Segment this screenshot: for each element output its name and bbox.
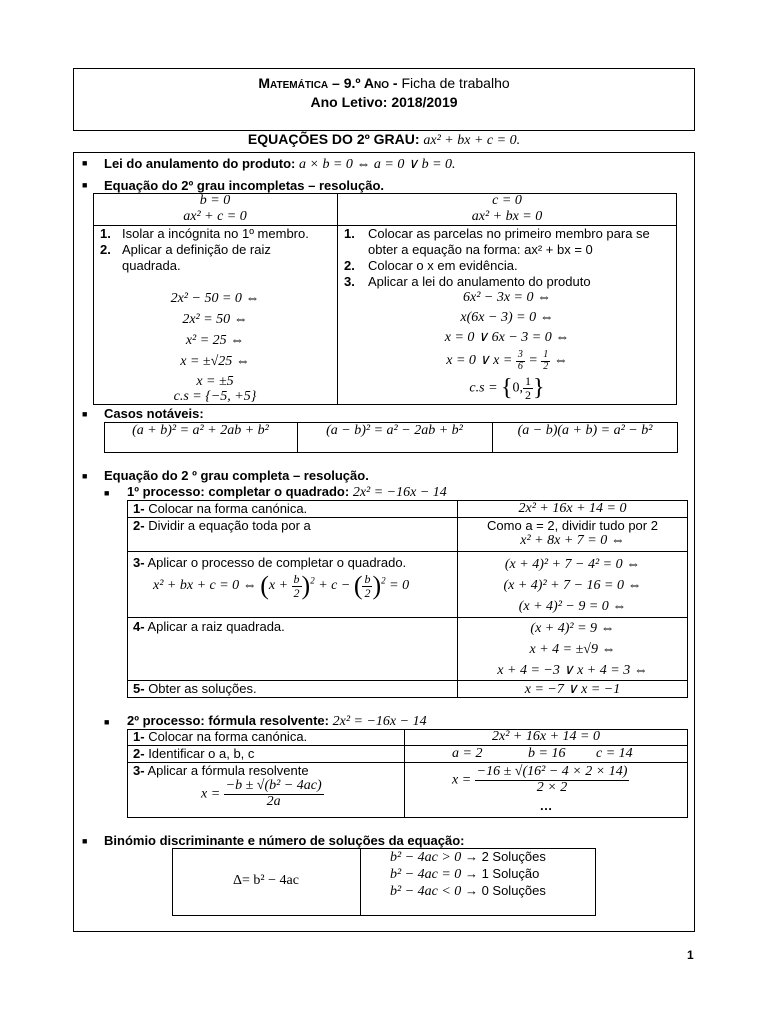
num: b — [364, 571, 371, 586]
solution-set — [337, 375, 677, 401]
step-num: 1. — [344, 226, 355, 241]
w4-pre: x = 0 ∨ x = — [446, 353, 513, 369]
p1-row — [133, 501, 307, 516]
dash2: - — [392, 75, 398, 91]
row-num: 5- — [133, 681, 145, 696]
den: 2 × 2 — [536, 779, 568, 795]
bullet-icon: ■ — [104, 717, 110, 727]
den: 2 — [543, 360, 549, 372]
case-square-sum: (a + b)² = a² + 2ab + b² — [132, 423, 269, 438]
row-num: 1- — [133, 501, 145, 516]
fraction — [516, 350, 525, 372]
row-result: x + 4 = −3 ∨ x + 4 = 3 ⇔ — [497, 663, 648, 678]
work-line: x = ±5 — [196, 374, 234, 389]
step-text: Colocar o x em evidência. — [368, 258, 518, 273]
fraction — [224, 779, 324, 809]
num: 3 — [517, 349, 523, 360]
den: 2 — [293, 585, 300, 600]
row-text: Dividir a equação toda por a — [148, 518, 311, 533]
num: 1 — [525, 374, 532, 388]
fraction — [475, 765, 630, 795]
row-result: x² + 8x + 7 = 0 ⇔ — [520, 533, 625, 548]
left-steps — [100, 226, 332, 274]
row-num: 3- — [133, 763, 145, 778]
coef-b: b = 16 — [528, 746, 566, 761]
bullet-icon: ■ — [82, 180, 88, 190]
row-results — [457, 554, 688, 617]
bullet-icon: ■ — [104, 488, 110, 498]
disc-case — [390, 866, 546, 883]
p2-title — [127, 713, 427, 730]
left-work — [93, 288, 337, 404]
sec3-label: Casos notáveis: — [104, 406, 204, 421]
exp: 2 — [310, 575, 315, 586]
arrow-right-icon: → — [464, 883, 478, 898]
row-result: x + 4 = ±√9 ⇔ — [529, 642, 616, 657]
bullet-icon: ■ — [82, 471, 88, 481]
row-text: Aplicar a raiz quadrada. — [147, 619, 285, 634]
sec2-label: Equação do 2º grau incompletas – resolução. — [104, 178, 384, 193]
paren: ) — [372, 571, 382, 600]
arrow-right-icon: → — [464, 866, 478, 881]
den: 2 — [525, 387, 532, 402]
w4-post: ⇔ — [553, 353, 568, 369]
p2-label: 2º processo: fórmula resolvente: — [127, 713, 329, 728]
row-num: 1- — [133, 729, 145, 744]
row-num: 2- — [133, 746, 145, 761]
p1-row — [133, 619, 285, 634]
step-text: Isolar a incógnita no 1º membro. — [122, 226, 309, 241]
p1-row — [133, 681, 257, 696]
main-title — [73, 131, 695, 149]
row-num: 3- — [133, 555, 145, 570]
num: −b ± √(b² − 4ac) — [225, 778, 322, 793]
discriminant-cases — [390, 849, 546, 900]
work-line: 2x² = 50 ⇔ — [182, 312, 248, 327]
row-result: (x + 4)² = 9 ⇔ — [530, 621, 615, 636]
left-step — [100, 242, 332, 274]
step-text: Colocar as parcelas no primeiro membro para se obter a equação na forma: ax² + bx = 0 — [368, 226, 650, 257]
disc-expr: b² − 4ac > 0 — [390, 850, 462, 865]
dash1: – — [332, 75, 340, 91]
row-result: x = −7 ∨ x = −1 — [524, 682, 621, 697]
row-text: Colocar na forma canónica. — [148, 729, 308, 744]
p2-row — [133, 746, 254, 761]
coef-a: a = 2 — [452, 746, 483, 761]
header-line1 — [74, 75, 694, 91]
p2-row — [133, 763, 309, 778]
bullet-icon: ■ — [82, 409, 88, 419]
work-line: 2x² − 50 = 0 ⇔ — [170, 291, 260, 306]
cs-zero: 0, — [512, 380, 524, 396]
num: −16 ± √(16² − 4 × 2 × 14) — [476, 764, 628, 779]
exp: 2 — [381, 575, 386, 586]
solution-set: c.s = {−5, +5} — [173, 389, 257, 404]
left-step — [100, 226, 332, 242]
f-a: x² + bx + c = 0 ⇔ — [153, 578, 257, 594]
lhs: x = — [201, 786, 221, 802]
row-results — [457, 618, 688, 681]
step-text: Aplicar a definição de raiz quadrada. — [122, 242, 271, 273]
coef-c: c = 14 — [596, 746, 633, 761]
right-step — [344, 258, 674, 274]
fraction — [541, 350, 550, 372]
right-form: ax² + bx = 0 — [471, 209, 543, 224]
p2-row — [133, 729, 307, 744]
right-work — [337, 288, 677, 401]
row-text: Aplicar o processo de completar o quadrado. — [147, 555, 407, 570]
row-num: 2- — [133, 518, 145, 533]
right-cond: c = 0 — [492, 193, 522, 208]
row-result: (x + 4)² − 9 = 0 ⇔ — [518, 599, 627, 614]
p1-title — [127, 484, 447, 501]
left-form: ax² + c = 0 — [183, 209, 247, 224]
brace-close: } — [533, 375, 545, 402]
step-num: 1. — [100, 226, 111, 241]
disc-expr: b² − 4ac = 0 — [390, 867, 462, 882]
disc-text: 1 Solução — [481, 866, 540, 881]
row-text: Aplicar a fórmula resolvente — [147, 763, 309, 778]
disc-case — [390, 849, 546, 866]
p1-row — [133, 518, 311, 533]
divider — [360, 848, 361, 916]
bullet-icon: ■ — [82, 158, 88, 168]
disc-expr: b² − 4ac < 0 — [390, 884, 462, 899]
f-f: = 0 — [389, 578, 410, 594]
work-line: x = 0 ∨ 6x − 3 = 0 ⇔ — [444, 330, 570, 345]
den: 2a — [266, 793, 281, 809]
f-e: + c − — [318, 578, 351, 594]
subject: Matemática — [258, 75, 329, 91]
right-steps — [344, 226, 674, 290]
paren: ) — [301, 571, 311, 600]
w4-eq: = — [528, 353, 538, 369]
right-step — [344, 226, 674, 258]
num: b — [293, 571, 300, 586]
step-num: 2. — [100, 242, 111, 257]
main-title-eq: ax² + bx + c = 0. — [423, 133, 521, 148]
step-num: 3. — [344, 274, 355, 289]
page-number: 1 — [687, 948, 694, 962]
paren: ( — [353, 571, 363, 600]
work-line: x = ±√25 ⇔ — [180, 354, 250, 369]
sec1 — [104, 156, 456, 173]
fraction — [362, 573, 372, 599]
header-box — [73, 68, 695, 131]
disc-text: 2 Soluções — [481, 849, 546, 864]
case-square-diff: (a − b)² = a² − 2ab + b² — [326, 423, 463, 438]
divider — [127, 551, 688, 552]
arrow-right-icon: → — [464, 849, 478, 864]
p2-eq: 2x² = −16x − 14 — [332, 714, 427, 729]
num: 1 — [543, 349, 549, 360]
row-text: Identificar o a, b, c — [148, 746, 255, 761]
den: 2 — [364, 585, 371, 600]
step-num: 2. — [344, 258, 355, 273]
p1-row — [133, 555, 406, 570]
row-num: 4- — [133, 619, 145, 634]
complete-square-formula — [153, 571, 409, 601]
ellipsis: … — [539, 798, 553, 813]
row-text: Colocar na forma canónica. — [148, 501, 308, 516]
sec5-label: Binómio discriminante e número de soluções da equação: — [104, 833, 465, 848]
sheet-label: Ficha de trabalho — [401, 75, 510, 91]
lhs: x = — [452, 772, 472, 788]
fraction — [292, 573, 302, 599]
f-b: x + — [268, 578, 289, 594]
disc-case — [390, 883, 546, 900]
step-text: Aplicar a lei do anulamento do produto — [368, 274, 591, 289]
row-result: (x + 4)² + 7 − 4² = 0 ⇔ — [504, 557, 641, 572]
work-line: x² = 25 ⇔ — [185, 333, 245, 348]
disc-text: 0 Soluções — [481, 883, 546, 898]
row-result: 2x² + 16x + 14 = 0 — [492, 729, 600, 744]
p1-eq: 2x² = −16x − 14 — [352, 485, 447, 500]
delta-formula: Δ= b² − 4ac — [233, 873, 299, 888]
quadratic-formula — [201, 779, 324, 809]
sec1-label: Lei do anulamento do produto: — [104, 156, 296, 171]
school-year: Ano Letivo: 2018/2019 — [310, 94, 458, 110]
paren: ( — [260, 571, 269, 600]
grade: 9.º Ano — [343, 75, 390, 91]
work-line: x(6x − 3) = 0 ⇔ — [460, 310, 554, 325]
left-cond: b = 0 — [199, 193, 231, 208]
brace-open: { — [501, 375, 513, 402]
sec1-eq: a × b = 0 ⇔ a = 0 ∨ b = 0. — [299, 157, 456, 172]
work-line — [337, 350, 677, 372]
work-line: 6x² − 3x = 0 ⇔ — [462, 290, 552, 305]
sec4-label: Equação do 2 º grau completa – resolução. — [104, 468, 369, 483]
fraction — [523, 375, 533, 401]
row-result: Como a = 2, dividir tudo por 2 — [487, 518, 658, 533]
row-text: Obter as soluções. — [148, 681, 257, 696]
main-title-text: EQUAÇÕES DO 2º GRAU: — [247, 131, 420, 147]
cs-pre: c.s = — [469, 380, 498, 396]
p1-label: 1º processo: completar o quadrado: — [127, 484, 350, 499]
quadratic-formula-applied — [452, 765, 629, 795]
den: 6 — [517, 360, 523, 372]
row-result: (x + 4)² + 7 − 16 = 0 ⇔ — [503, 578, 642, 593]
case-diff-squares: (a − b)(a + b) = a² − b² — [517, 423, 653, 438]
row-result: 2x² + 16x + 14 = 0 — [518, 501, 627, 516]
bullet-icon: ■ — [82, 836, 88, 846]
